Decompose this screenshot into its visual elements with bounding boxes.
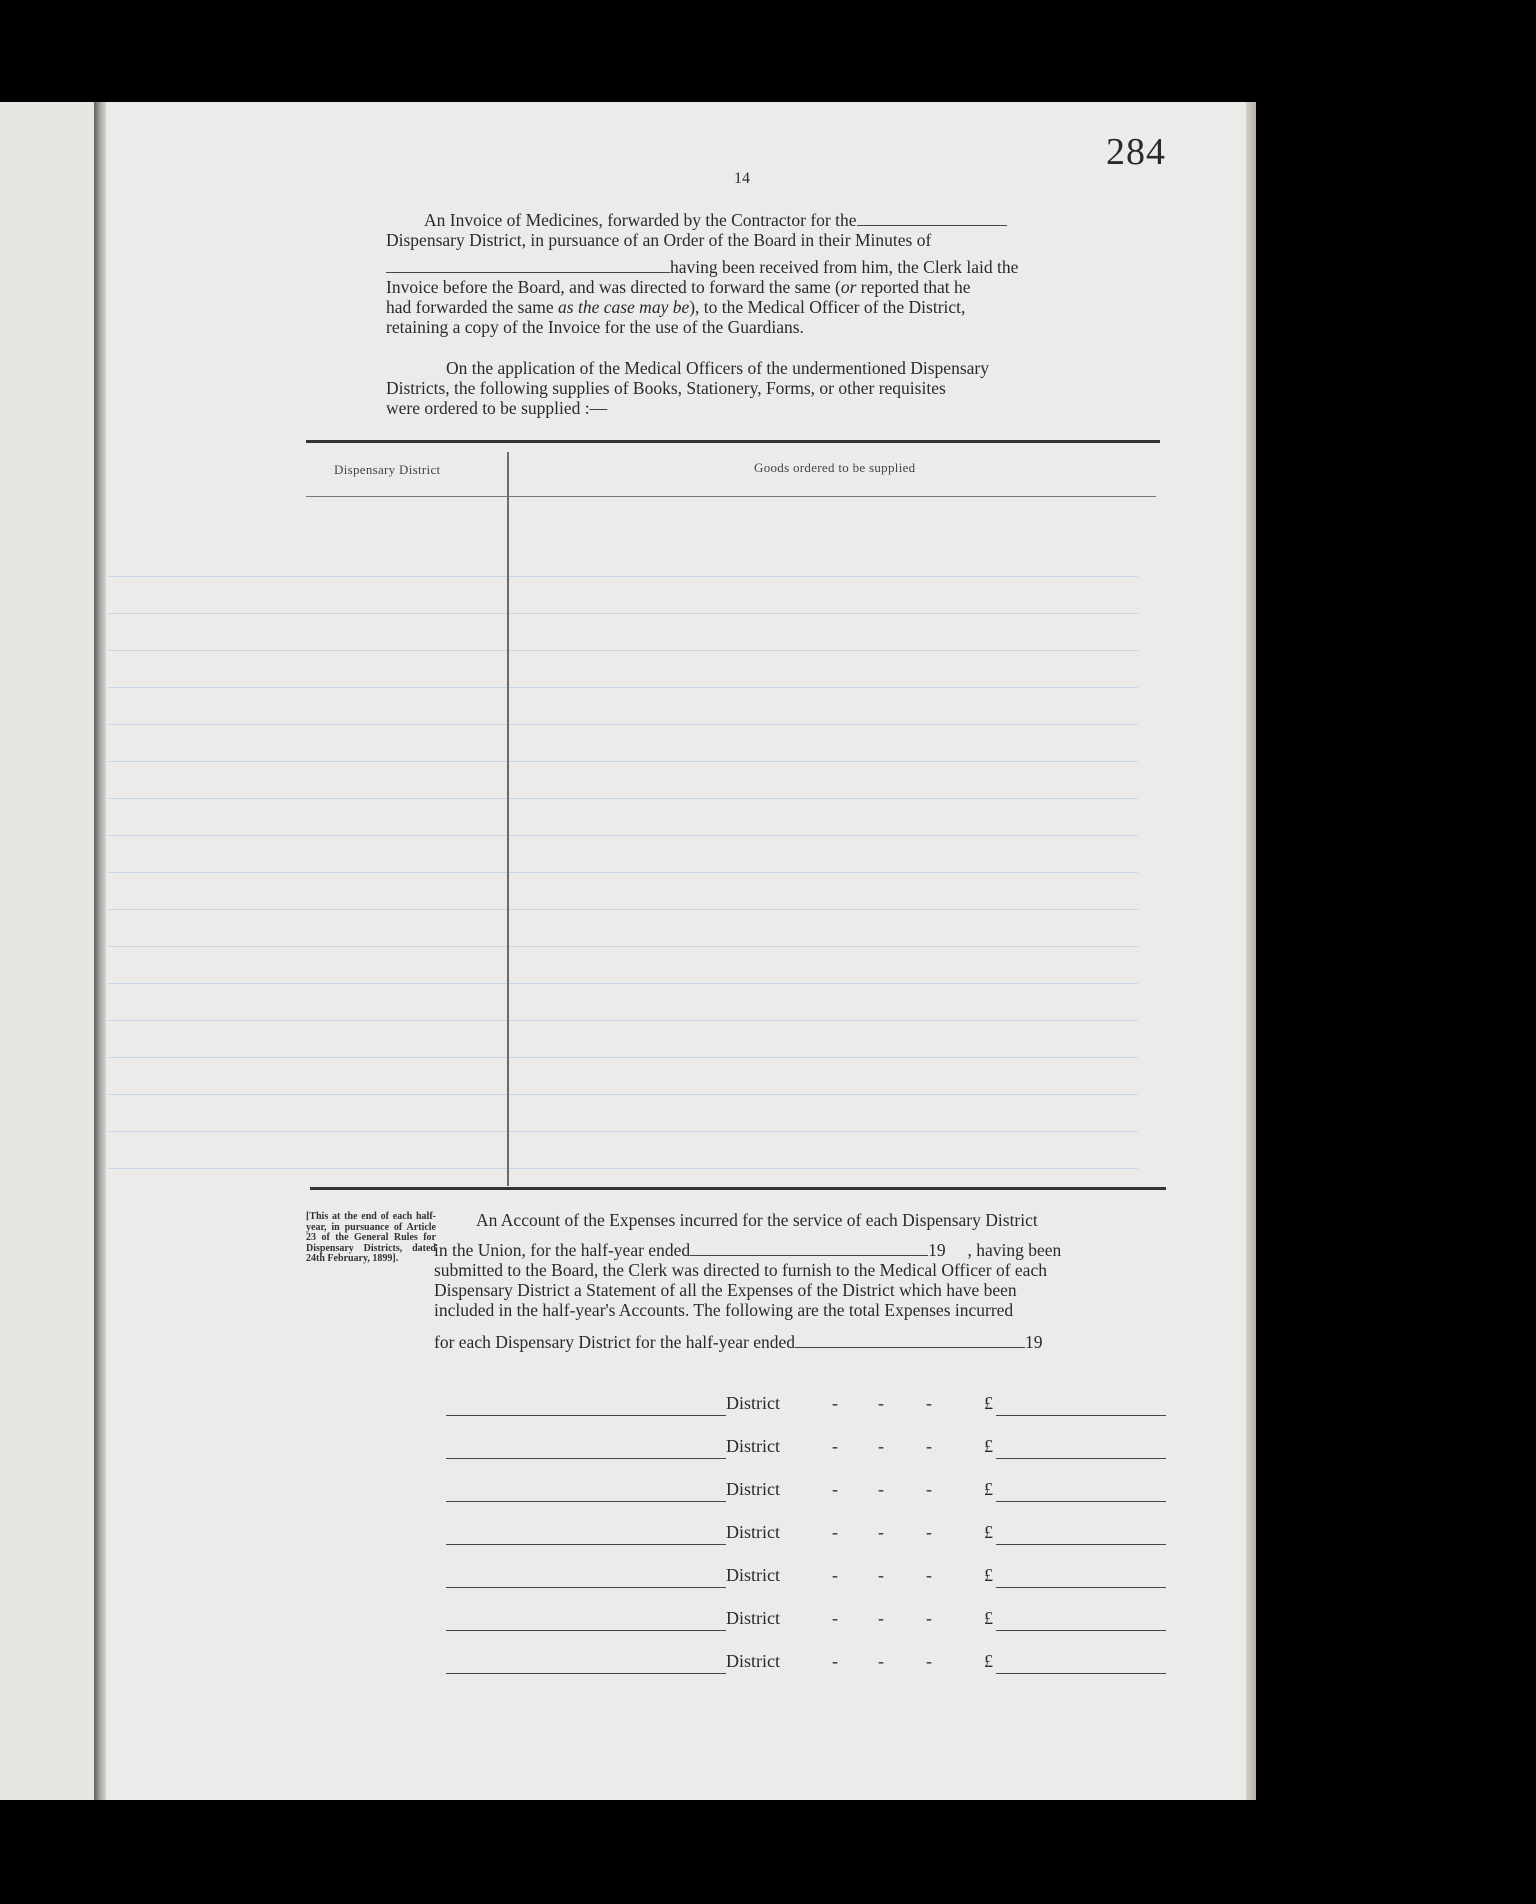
account-line-1: An Account of the Expenses incurred for the service of each Dispensary District [476,1210,1038,1230]
table-bottom-rule [310,1187,1166,1190]
supplies-line-1: On the application of the Medical Officers of the undermentioned Dispensary [446,358,989,378]
leader-dash: - [878,1522,884,1542]
district-row [436,1390,1170,1420]
district-label: District [726,1565,780,1585]
account-line-4: Dispensary District a Statement of all the Expenses of the District which have been [434,1280,1017,1300]
amount-blank [996,1458,1166,1459]
district-row [436,1476,1170,1506]
district-row [436,1519,1170,1549]
invoice-paragraph [386,210,1100,337]
district-label: District [726,1522,780,1542]
leader-dash: - [832,1479,838,1499]
invoice-line-6: retaining a copy of the Invoice for the use of the Guardians. [386,317,804,337]
amount-blank [996,1630,1166,1631]
account-year-2: 19 [1025,1332,1043,1352]
col-header-goods-ordered: Goods ordered to be supplied [754,460,916,475]
district-name-blank [446,1458,726,1459]
account-line-6a: for each Dispensary District for the half-year ended [434,1332,796,1352]
pound-sign: £ [984,1608,993,1628]
leader-dash: - [926,1393,932,1413]
invoice-or: or [840,277,857,297]
leader-dash: - [878,1651,884,1671]
margin-note: [This at the end of each half-year, in pursuance of Article 23 of the General Rules for Dispensary Districts, dated 24th February, 1899]. [306,1211,436,1264]
leader-dash: - [926,1651,932,1671]
amount-blank [996,1673,1166,1674]
pound-sign: £ [984,1479,993,1499]
invoice-line-4a: Invoice before the Board, and was directed to forward the same ( [386,277,841,297]
invoice-line-2: Dispensary District, in pursuance of an Order of the Board in their Minutes of [386,230,932,250]
folio-number: 284 [1106,131,1166,173]
invoice-line-4b: reported that he [856,277,971,297]
leader-dash: - [878,1565,884,1585]
leader-dash: - [926,1479,932,1499]
district-row [436,1648,1170,1678]
col-header-dispensary-district: Dispensary District [334,462,441,477]
leader-dash: - [926,1522,932,1542]
half-year-blank-1 [690,1241,928,1256]
left-facing-page [0,102,96,1800]
district-name-blank [446,1630,726,1631]
district-name-blank [446,1544,726,1545]
table-header-rule [306,496,1156,497]
invoice-line-5a: had forwarded the same [386,297,559,317]
district-label: District [726,1479,780,1499]
invoice-line-3: having been received from him, the Clerk laid the [670,257,1019,277]
account-line-2a: in the Union, for the half-year ended [434,1240,691,1260]
leader-dash: - [878,1479,884,1499]
leader-dash: - [926,1608,932,1628]
invoice-line-5b: ), to the Medical Officer of the District, [689,297,966,317]
pound-sign: £ [984,1393,993,1413]
half-year-blank-2 [795,1333,1025,1348]
leader-dash: - [878,1393,884,1413]
leader-dash: - [832,1436,838,1456]
invoice-line-1: An Invoice of Medicines, forwarded by the Contractor for the [424,210,857,230]
district-name-blank [446,1501,726,1502]
pound-sign: £ [984,1436,993,1456]
leader-dash: - [832,1608,838,1628]
district-name-blank [446,1673,726,1674]
account-line-5: included in the half-year's Accounts. The following are the total Expenses incurred [434,1300,1014,1320]
pound-sign: £ [984,1565,993,1585]
amount-blank [996,1501,1166,1502]
account-year-1: 19 [928,1240,946,1260]
minutes-blank [386,258,670,273]
amount-blank [996,1587,1166,1588]
pound-sign: £ [984,1522,993,1542]
leader-dash: - [832,1651,838,1671]
invoice-italic: as the case may be [558,297,690,317]
amount-blank [996,1544,1166,1545]
district-name-blank [446,1415,726,1416]
district-row [436,1562,1170,1592]
amount-blank [996,1415,1166,1416]
supplies-line-3: were ordered to be supplied :— [386,398,608,418]
leader-dash: - [832,1565,838,1585]
district-row [436,1605,1170,1635]
leader-dash: - [878,1436,884,1456]
district-label: District [726,1436,780,1456]
district-name-blank [446,1587,726,1588]
supplies-line-2: Districts, the following supplies of Books, Stationery, Forms, or other requisites [386,378,946,398]
account-line-3: submitted to the Board, the Clerk was directed to furnish to the Medical Officer of each [434,1260,1047,1280]
leader-dash: - [832,1393,838,1413]
page-number: 14 [734,170,750,187]
leader-dash: - [832,1522,838,1542]
district-label: District [726,1608,780,1628]
district-label: District [726,1393,780,1413]
ruled-lines [108,540,1138,1180]
district-row [436,1433,1170,1463]
contractor-blank [857,211,1007,226]
leader-dash: - [926,1436,932,1456]
table-top-rule [306,440,1160,443]
pound-sign: £ [984,1651,993,1671]
district-label: District [726,1651,780,1671]
leader-dash: - [926,1565,932,1585]
page-edge [1246,102,1256,1800]
account-paragraph [434,1210,1168,1352]
account-line-2b: , having been [967,1240,1062,1260]
table-column-divider [507,452,509,1186]
leader-dash: - [878,1608,884,1628]
supplies-paragraph [386,358,1100,418]
